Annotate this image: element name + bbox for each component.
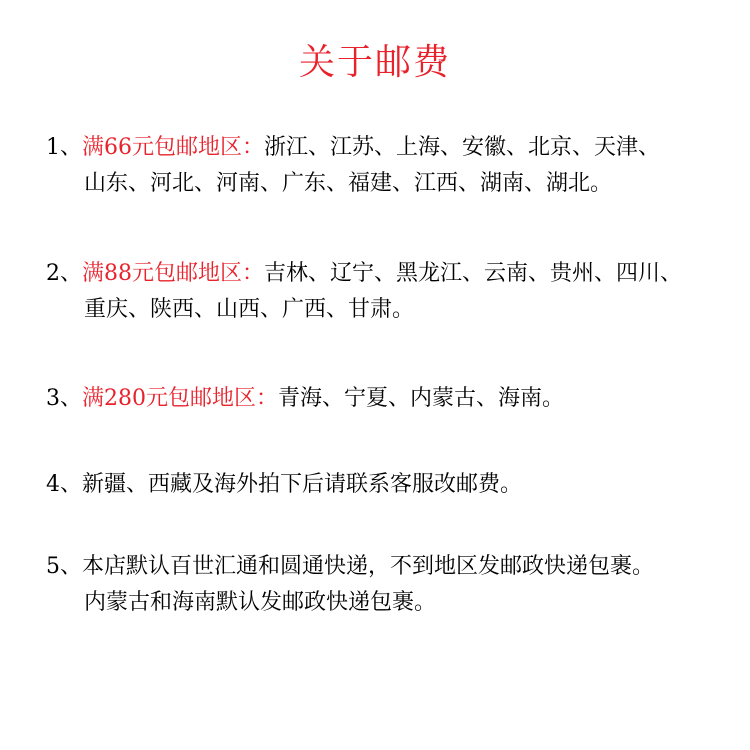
- rule-number: 3、: [46, 386, 82, 411]
- rule-text: 本店默认百世汇通和圆通快递，不到地区发邮政快递包裹。: [82, 554, 655, 579]
- rule-text: 新疆、西藏及海外拍下后请联系客服改邮费。: [82, 472, 523, 497]
- shipping-rule-1: [46, 131, 660, 201]
- rule-line: [46, 131, 660, 165]
- shipping-rule-2: [46, 257, 682, 327]
- rule-number: 5、: [46, 554, 82, 579]
- rule-continuation: 山东、河北、河南、广东、福建、江西、湖南、湖北。: [84, 171, 613, 196]
- shipping-rule-4: [46, 468, 522, 502]
- rule-continuation: 重庆、陕西、山西、广西、甘肃。: [84, 297, 415, 322]
- rule-line: [46, 468, 522, 502]
- shipping-rule-3: [46, 382, 564, 416]
- rule-text: 青海、宁夏、内蒙古、海南。: [278, 386, 565, 411]
- rule-highlight: 满280元包邮地区：: [82, 386, 278, 411]
- rule-highlight: 满88元包邮地区：: [82, 261, 264, 286]
- rule-text: 吉林、辽宁、黑龙江、云南、贵州、四川、: [264, 261, 683, 286]
- rule-line: [46, 550, 654, 584]
- page-title: 关于邮费: [298, 42, 451, 83]
- rule-continuation: 内蒙古和海南默认发邮政快递包裹。: [84, 590, 437, 615]
- rule-line: [46, 257, 682, 291]
- rule-number: 2、: [46, 261, 82, 286]
- rule-number: 1、: [46, 135, 82, 160]
- rule-line: [46, 382, 564, 416]
- rule-number: 4、: [46, 472, 82, 497]
- rule-text: 浙江、江苏、上海、安徽、北京、天津、: [264, 135, 661, 160]
- shipping-rule-5: [46, 550, 654, 620]
- rule-highlight: 满66元包邮地区：: [82, 135, 264, 160]
